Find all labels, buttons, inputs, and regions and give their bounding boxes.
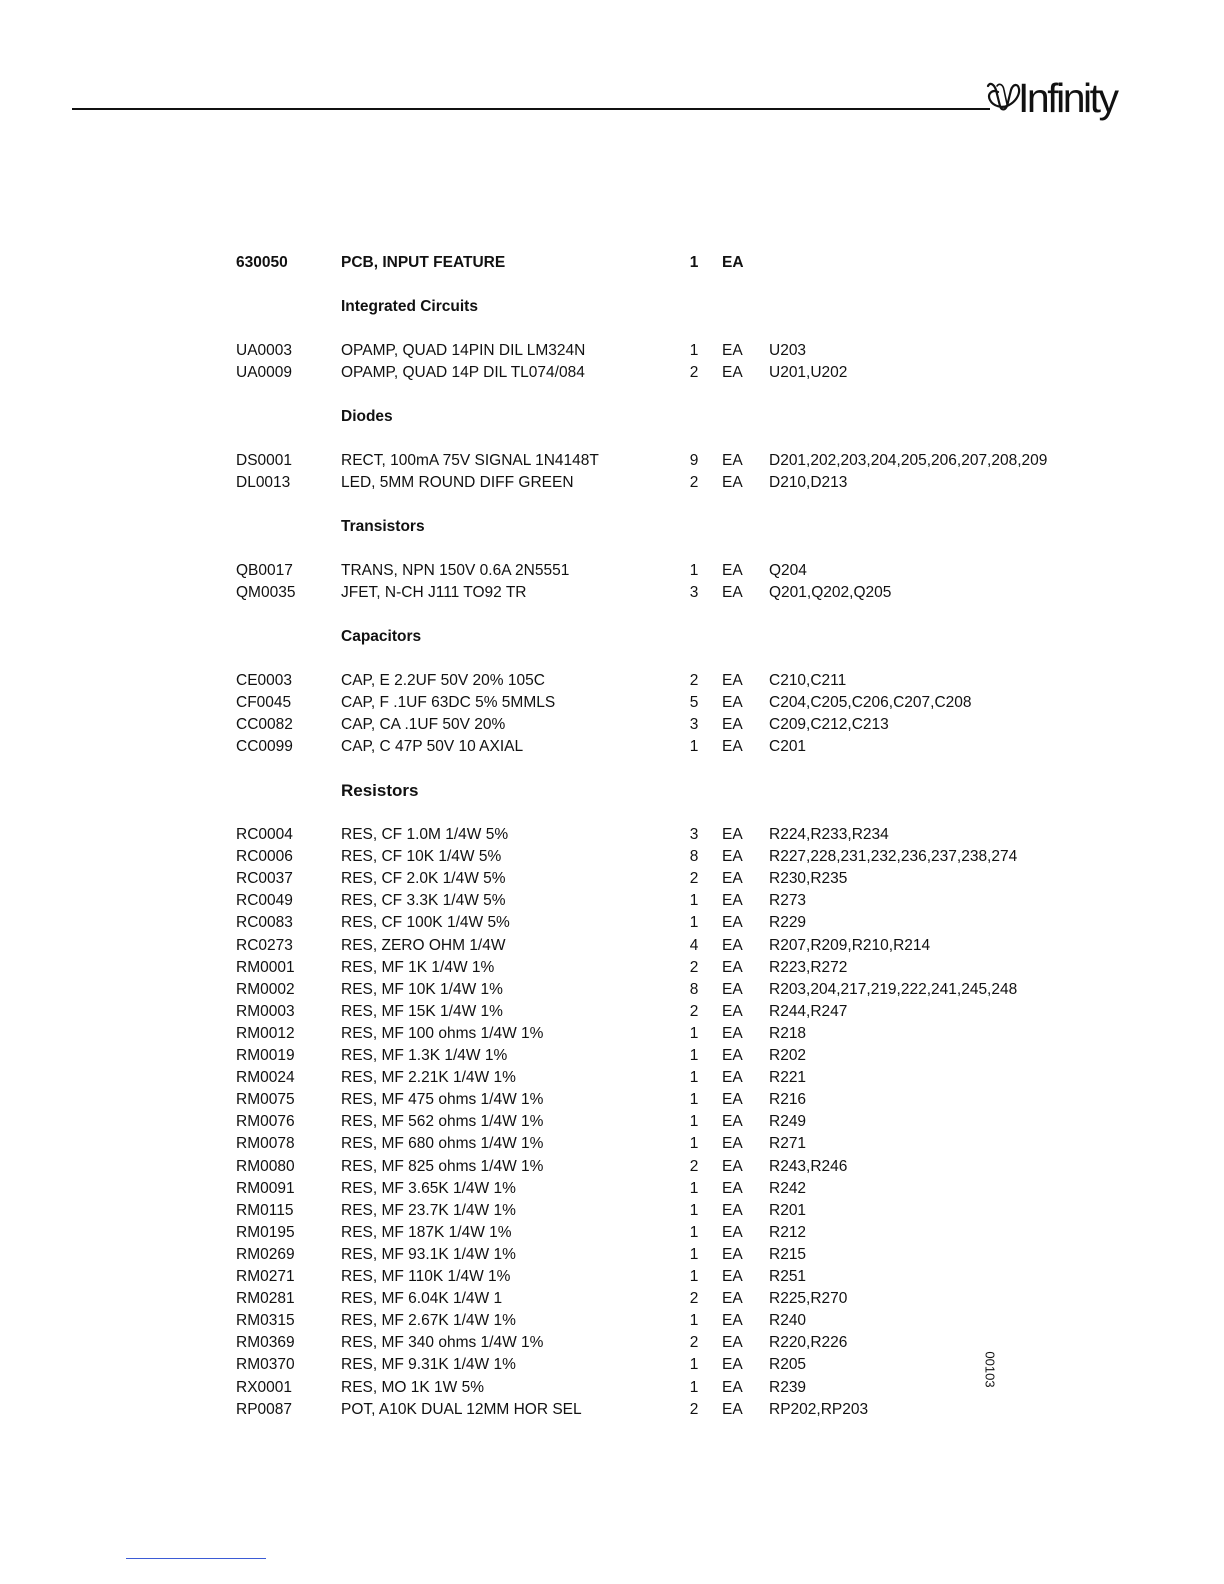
- table-row: [0, 1111, 1224, 1133]
- part-number: RC0273: [236, 936, 293, 954]
- part-description: RES, MF 3.65K 1/4W 1%: [341, 1179, 516, 1197]
- quantity: 2: [689, 1400, 699, 1418]
- part-number: RC0037: [236, 870, 293, 888]
- part-number: CE0003: [236, 672, 293, 689]
- table-row: [0, 846, 1224, 868]
- reference-designators: R251: [769, 1268, 807, 1285]
- brand-wordmark: Infinity: [1018, 75, 1117, 121]
- reference-designators: R249: [769, 1113, 807, 1131]
- quantity: 1: [689, 1223, 699, 1241]
- quantity: 2: [689, 1157, 699, 1175]
- table-row: [0, 692, 1224, 714]
- table-row: [0, 736, 1224, 758]
- part-number: RM0115: [236, 1201, 294, 1219]
- table-row: [0, 1222, 1224, 1244]
- unit-of-measure: EA: [722, 342, 743, 359]
- quantity: 2: [689, 474, 699, 492]
- quantity: 2: [689, 672, 699, 689]
- unit-of-measure: EA: [722, 848, 743, 866]
- table-row: [0, 1023, 1224, 1045]
- part-number: RM0076: [236, 1113, 295, 1131]
- table-row: [0, 450, 1224, 472]
- part-description: OPAMP, QUAD 14PIN DIL LM324N: [341, 342, 586, 359]
- section-heading: Integrated Circuits: [341, 298, 478, 315]
- quantity: 1: [689, 1113, 699, 1131]
- part-description: RECT, 100mA 75V SIGNAL 1N4148T: [341, 452, 599, 469]
- table-row: [0, 1266, 1224, 1288]
- quantity: 1: [689, 254, 699, 271]
- unit-of-measure: EA: [722, 1024, 743, 1042]
- table-row: [0, 340, 1224, 362]
- part-description: TRANS, NPN 150V 0.6A 2N5551: [341, 562, 570, 579]
- part-description: RES, MF 187K 1/4W 1%: [341, 1223, 512, 1241]
- quantity: 1: [689, 892, 699, 910]
- quantity: 9: [689, 452, 699, 469]
- section-heading: Diodes: [341, 408, 393, 425]
- unit-of-measure: EA: [722, 474, 743, 492]
- table-row: [0, 1133, 1224, 1155]
- quantity: 1: [689, 1091, 699, 1109]
- unit-of-measure: EA: [722, 1179, 743, 1197]
- unit-of-measure: EA: [722, 1378, 743, 1396]
- reference-designators: R227,228,231,232,236,237,238,274: [769, 848, 1018, 866]
- unit-of-measure: EA: [722, 694, 743, 712]
- table-row: [0, 362, 1224, 384]
- part-description: RES, ZERO OHM 1/4W: [341, 936, 506, 954]
- reference-designators: R207,R209,R210,R214: [769, 936, 931, 954]
- part-description: RES, MF 6.04K 1/4W 1: [341, 1290, 503, 1308]
- table-row: [0, 1178, 1224, 1200]
- part-number: QM0035: [236, 584, 296, 602]
- section-heading: Capacitors: [341, 628, 422, 645]
- part-description: RES, MF 100 ohms 1/4W 1%: [341, 1024, 544, 1042]
- part-description: RES, MF 2.21K 1/4W 1%: [341, 1069, 516, 1087]
- unit-of-measure: EA: [722, 914, 743, 932]
- part-description: RES, MF 110K 1/4W 1%: [341, 1268, 511, 1285]
- quantity: 2: [689, 1334, 699, 1352]
- table-row: [0, 979, 1224, 1001]
- reference-designators: R224,R233,R234: [769, 826, 889, 843]
- unit-of-measure: EA: [722, 1113, 743, 1131]
- table-row: [0, 957, 1224, 979]
- reference-designators: D201,202,203,204,205,206,207,208,209: [769, 452, 1048, 469]
- part-description: RES, MF 475 ohms 1/4W 1%: [341, 1091, 544, 1109]
- part-description: POT, A10K DUAL 12MM HOR SEL: [341, 1400, 582, 1418]
- unit-of-measure: EA: [722, 1245, 743, 1263]
- part-number: RC0006: [236, 848, 293, 866]
- part-description: RES, MF 680 ohms 1/4W 1%: [341, 1135, 544, 1153]
- header-rule: [72, 108, 990, 110]
- reference-designators: R273: [769, 892, 807, 910]
- part-number: RC0004: [236, 826, 293, 843]
- part-description: OPAMP, QUAD 14P DIL TL074/084: [341, 364, 585, 382]
- part-description: CAP, CA .1UF 50V 20%: [341, 716, 506, 734]
- part-number: DL0013: [236, 474, 291, 492]
- part-number: CC0099: [236, 738, 293, 756]
- part-number: RM0271: [236, 1268, 295, 1285]
- table-row: [0, 1332, 1224, 1354]
- part-number: RM0269: [236, 1245, 295, 1263]
- reference-designators: R242: [769, 1179, 807, 1197]
- part-description: RES, MF 2.67K 1/4W 1%: [341, 1312, 516, 1330]
- part-description: LED, 5MM ROUND DIFF GREEN: [341, 474, 574, 492]
- quantity: 2: [689, 1290, 699, 1308]
- reference-designators: R244,R247: [769, 1002, 848, 1020]
- quantity: 1: [689, 1356, 699, 1374]
- part-number: RM0281: [236, 1290, 295, 1308]
- part-description: RES, MO 1K 1W 5%: [341, 1378, 484, 1396]
- unit-of-measure: EA: [722, 1069, 743, 1087]
- footer-link-underline: [126, 1558, 266, 1559]
- reference-designators: U201,U202: [769, 364, 848, 382]
- reference-designators: C210,C211: [769, 672, 847, 689]
- table-row: [0, 1288, 1224, 1310]
- quantity: 1: [689, 1312, 699, 1330]
- part-description: RES, MF 562 ohms 1/4W 1%: [341, 1113, 544, 1131]
- unit-of-measure: EA: [722, 1047, 743, 1064]
- table-row: [0, 935, 1224, 957]
- quantity: 3: [689, 584, 699, 602]
- table-row: [0, 1244, 1224, 1266]
- quantity: 1: [689, 738, 699, 756]
- quantity: 2: [689, 364, 699, 382]
- reference-designators: U203: [769, 342, 807, 359]
- reference-designators: R203,204,217,219,222,241,245,248: [769, 980, 1018, 998]
- part-number: CF0045: [236, 694, 292, 712]
- part-number: UA0003: [236, 342, 293, 359]
- reference-designators: C204,C205,C206,C207,C208: [769, 694, 972, 712]
- part-description: RES, MF 825 ohms 1/4W 1%: [341, 1157, 544, 1175]
- unit-of-measure: EA: [722, 826, 743, 843]
- part-number: RM0315: [236, 1312, 295, 1330]
- part-number: QB0017: [236, 562, 293, 579]
- reference-designators: R215: [769, 1245, 807, 1263]
- unit-of-measure: EA: [722, 1223, 743, 1241]
- table-row: [0, 1377, 1224, 1399]
- reference-designators: R202: [769, 1047, 807, 1064]
- part-description: RES, MF 10K 1/4W 1%: [341, 980, 503, 998]
- reference-designators: R205: [769, 1356, 807, 1374]
- quantity: 2: [689, 958, 699, 976]
- part-number: RM0080: [236, 1157, 295, 1175]
- part-number: 630050: [236, 254, 288, 271]
- unit-of-measure: EA: [722, 1091, 743, 1109]
- table-row: [0, 1399, 1224, 1421]
- unit-of-measure: EA: [722, 870, 743, 888]
- side-code-text: 00103: [982, 1351, 998, 1388]
- table-row: [0, 472, 1224, 494]
- table-row: [0, 1001, 1224, 1023]
- reference-designators: R271: [769, 1135, 807, 1153]
- part-number: RX0001: [236, 1378, 293, 1396]
- table-row: [0, 582, 1224, 604]
- quantity: 1: [689, 562, 699, 579]
- section-heading: Resistors: [341, 781, 419, 800]
- reference-designators: R218: [769, 1024, 807, 1042]
- quantity: 1: [689, 1268, 699, 1285]
- quantity: 1: [689, 1245, 699, 1263]
- table-row: [0, 1310, 1224, 1332]
- table-row: [0, 1089, 1224, 1111]
- quantity: 8: [689, 848, 699, 866]
- part-description: CAP, F .1UF 63DC 5% 5MMLS: [341, 694, 556, 712]
- title-row: [0, 252, 1224, 274]
- infinity-mark-icon: [985, 80, 1021, 114]
- table-row: [0, 1200, 1224, 1222]
- part-description: RES, CF 100K 1/4W 5%: [341, 914, 510, 932]
- part-number: CC0082: [236, 716, 293, 734]
- unit-of-measure: EA: [722, 1268, 743, 1285]
- part-number: RM0019: [236, 1047, 295, 1064]
- part-description: RES, CF 10K 1/4W 5%: [341, 848, 502, 866]
- quantity: 1: [689, 1179, 699, 1197]
- unit-of-measure: EA: [722, 254, 744, 271]
- part-description: JFET, N-CH J111 TO92 TR: [341, 584, 527, 602]
- quantity: 1: [689, 1069, 699, 1087]
- reference-designators: R212: [769, 1223, 807, 1241]
- part-number: RM0024: [236, 1069, 295, 1087]
- quantity: 1: [689, 1378, 699, 1396]
- part-description: RES, MF 9.31K 1/4W 1%: [341, 1356, 516, 1374]
- unit-of-measure: EA: [722, 1201, 743, 1219]
- table-row: [0, 912, 1224, 934]
- part-description: RES, MF 1.3K 1/4W 1%: [341, 1047, 508, 1064]
- part-number: RM0012: [236, 1024, 295, 1042]
- unit-of-measure: EA: [722, 892, 743, 910]
- quantity: 3: [689, 826, 699, 843]
- part-description: RES, MF 15K 1/4W 1%: [341, 1002, 503, 1020]
- section-heading: Transistors: [341, 518, 425, 535]
- table-row: [0, 714, 1224, 736]
- part-number: RM0078: [236, 1135, 295, 1153]
- reference-designators: Q201,Q202,Q205: [769, 584, 892, 602]
- unit-of-measure: EA: [722, 1312, 743, 1330]
- part-number: RM0195: [236, 1223, 295, 1241]
- quantity: 1: [689, 914, 699, 932]
- unit-of-measure: EA: [722, 1002, 743, 1020]
- quantity: 1: [689, 1047, 699, 1064]
- part-number: RM0001: [236, 958, 295, 976]
- unit-of-measure: EA: [722, 1334, 743, 1352]
- unit-of-measure: EA: [722, 936, 743, 954]
- reference-designators: R221: [769, 1069, 807, 1087]
- part-number: UA0009: [236, 364, 293, 382]
- table-row: [0, 1156, 1224, 1178]
- unit-of-measure: EA: [722, 1356, 743, 1374]
- table-row: [0, 890, 1224, 912]
- unit-of-measure: EA: [722, 364, 743, 382]
- table-row: [0, 670, 1224, 692]
- quantity: 4: [689, 936, 699, 954]
- reference-designators: C201: [769, 738, 807, 756]
- reference-designators: R223,R272: [769, 958, 848, 976]
- quantity: 2: [689, 870, 699, 888]
- quantity: 1: [689, 1201, 699, 1219]
- reference-designators: R240: [769, 1312, 807, 1330]
- reference-designators: R243,R246: [769, 1157, 848, 1175]
- part-number: RC0049: [236, 892, 293, 910]
- part-number: RM0369: [236, 1334, 295, 1352]
- table-row: [0, 1354, 1224, 1376]
- unit-of-measure: EA: [722, 1290, 743, 1308]
- unit-of-measure: EA: [722, 1157, 743, 1175]
- quantity: 1: [689, 1024, 699, 1042]
- unit-of-measure: EA: [722, 672, 743, 689]
- part-description: RES, CF 1.0M 1/4W 5%: [341, 826, 509, 843]
- part-number: RM0002: [236, 980, 295, 998]
- part-description: RES, MF 340 ohms 1/4W 1%: [341, 1334, 544, 1352]
- table-row: [0, 868, 1224, 890]
- reference-designators: D210,D213: [769, 474, 848, 492]
- table-row: [0, 560, 1224, 582]
- unit-of-measure: EA: [722, 716, 743, 734]
- quantity: 2: [689, 1002, 699, 1020]
- part-number: RP0087: [236, 1400, 293, 1418]
- part-number: RM0003: [236, 1002, 295, 1020]
- table-row: [0, 824, 1224, 846]
- unit-of-measure: EA: [722, 980, 743, 998]
- part-description: RES, MF 1K 1/4W 1%: [341, 958, 495, 976]
- unit-of-measure: EA: [722, 452, 743, 469]
- part-number: RC0083: [236, 914, 293, 932]
- part-number: RM0075: [236, 1091, 295, 1109]
- unit-of-measure: EA: [722, 1400, 743, 1418]
- reference-designators: R229: [769, 914, 807, 932]
- reference-designators: R220,R226: [769, 1334, 848, 1352]
- quantity: 3: [689, 716, 699, 734]
- quantity: 1: [689, 1135, 699, 1153]
- reference-designators: R216: [769, 1091, 807, 1109]
- unit-of-measure: EA: [722, 562, 743, 579]
- reference-designators: RP202,RP203: [769, 1400, 869, 1418]
- quantity: 1: [689, 342, 699, 359]
- part-description: CAP, C 47P 50V 10 AXIAL: [341, 738, 524, 756]
- unit-of-measure: EA: [722, 958, 743, 976]
- part-description: PCB, INPUT FEATURE: [341, 254, 506, 271]
- reference-designators: R225,R270: [769, 1290, 848, 1308]
- part-description: CAP, E 2.2UF 50V 20% 105C: [341, 672, 545, 689]
- part-description: RES, MF 23.7K 1/4W 1%: [341, 1201, 516, 1219]
- reference-designators: C209,C212,C213: [769, 716, 889, 734]
- reference-designators: R201: [769, 1201, 807, 1219]
- unit-of-measure: EA: [722, 584, 743, 602]
- part-description: RES, CF 2.0K 1/4W 5%: [341, 870, 506, 888]
- brand-logo: [985, 72, 1145, 120]
- reference-designators: R239: [769, 1378, 807, 1396]
- reference-designators: Q204: [769, 562, 807, 579]
- part-description: RES, CF 3.3K 1/4W 5%: [341, 892, 506, 910]
- table-row: [0, 1045, 1224, 1067]
- part-number: RM0091: [236, 1179, 295, 1197]
- quantity: 5: [689, 694, 699, 712]
- part-description: RES, MF 93.1K 1/4W 1%: [341, 1245, 516, 1263]
- table-row: [0, 1067, 1224, 1089]
- unit-of-measure: EA: [722, 738, 743, 756]
- part-number: DS0001: [236, 452, 293, 469]
- unit-of-measure: EA: [722, 1135, 743, 1153]
- quantity: 8: [689, 980, 699, 998]
- part-number: RM0370: [236, 1356, 295, 1374]
- reference-designators: R230,R235: [769, 870, 848, 888]
